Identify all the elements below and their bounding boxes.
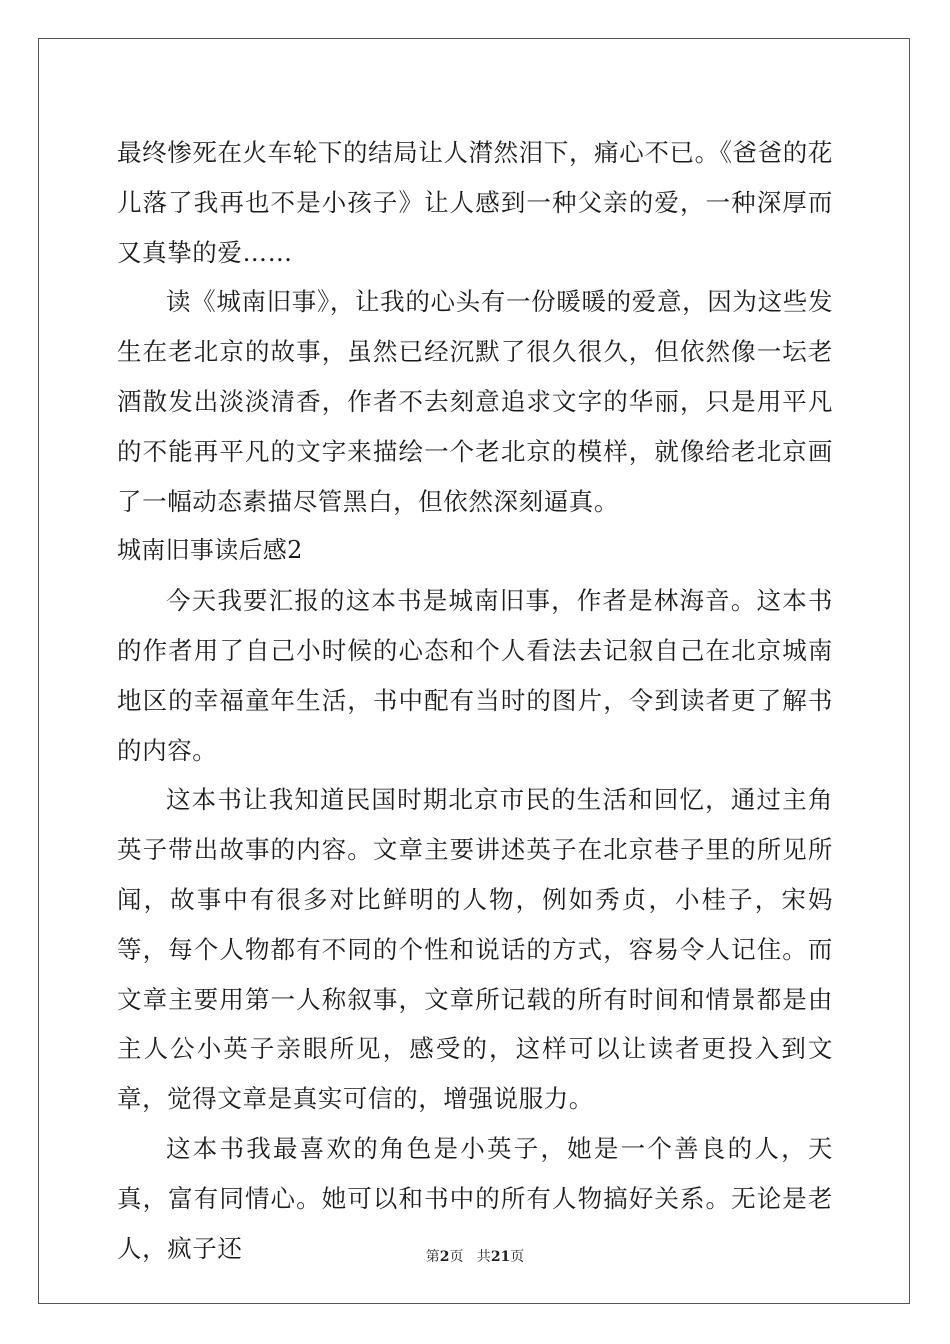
paragraph-3: 今天我要汇报的这本书是城南旧事，作者是林海音。这本书的作者用了自己小时候的心态和个人看法去记叙自己在北京城南地区的幸福童年生活，书中配有当时的图片，令到读者更了解书的内容。 bbox=[117, 586, 833, 765]
footer-prefix: 第 bbox=[425, 1249, 440, 1265]
paragraph-1: 最终惨死在火车轮下的结局让人潸然泪下，痛心不已。《爸爸的花儿落了我再也不是小孩子》让人感到一种父亲的爱，一种深厚而又真挚的爱…… bbox=[117, 138, 833, 267]
document-body bbox=[117, 128, 833, 1273]
total-page-number: 21 bbox=[490, 1249, 511, 1265]
current-page-number: 2 bbox=[439, 1249, 450, 1265]
footer-mid: 页 共 bbox=[449, 1249, 491, 1265]
paragraph-5: 这本书我最喜欢的角色是小英子，她是一个善良的人，天真，富有同情心。她可以和书中的所有人物搞好关系。无论是老人，疯子还 bbox=[117, 1133, 833, 1263]
paragraph-2: 读《城南旧事》，让我的心头有一份暖暖的爱意，因为这些发生在老北京的故事，虽然已经沉默了很久很久，但依然像一坛老酒散发出淡淡清香，作者不去刻意追求文字的华丽，只是用平凡的不能再平凡的文字来描绘一个老北京的模样，就像给老北京画了一幅动态素描尽管黑白，但依然深刻逼真。 bbox=[117, 287, 833, 516]
page-footer bbox=[0, 1246, 950, 1266]
section-heading: 城南旧事读后感2 bbox=[117, 536, 303, 565]
footer-suffix: 页 bbox=[510, 1249, 525, 1265]
paragraph-4: 这本书让我知道民国时期北京市民的生活和回忆，通过主角英子带出故事的内容。文章主要讲述英子在北京巷子里的所见所闻，故事中有很多对比鲜明的人物，例如秀贞，小桂子，宋妈等，每个人物都有不同的个性和说话的方式，容易令人记住。而文章主要用第一人称叙事，文章所记载的所有时间和情景都是由主人公小英子亲眼所见，感受的，这样可以让读者更投入到文章，觉得文章是真实可信的，增强说服力。 bbox=[117, 785, 833, 1114]
